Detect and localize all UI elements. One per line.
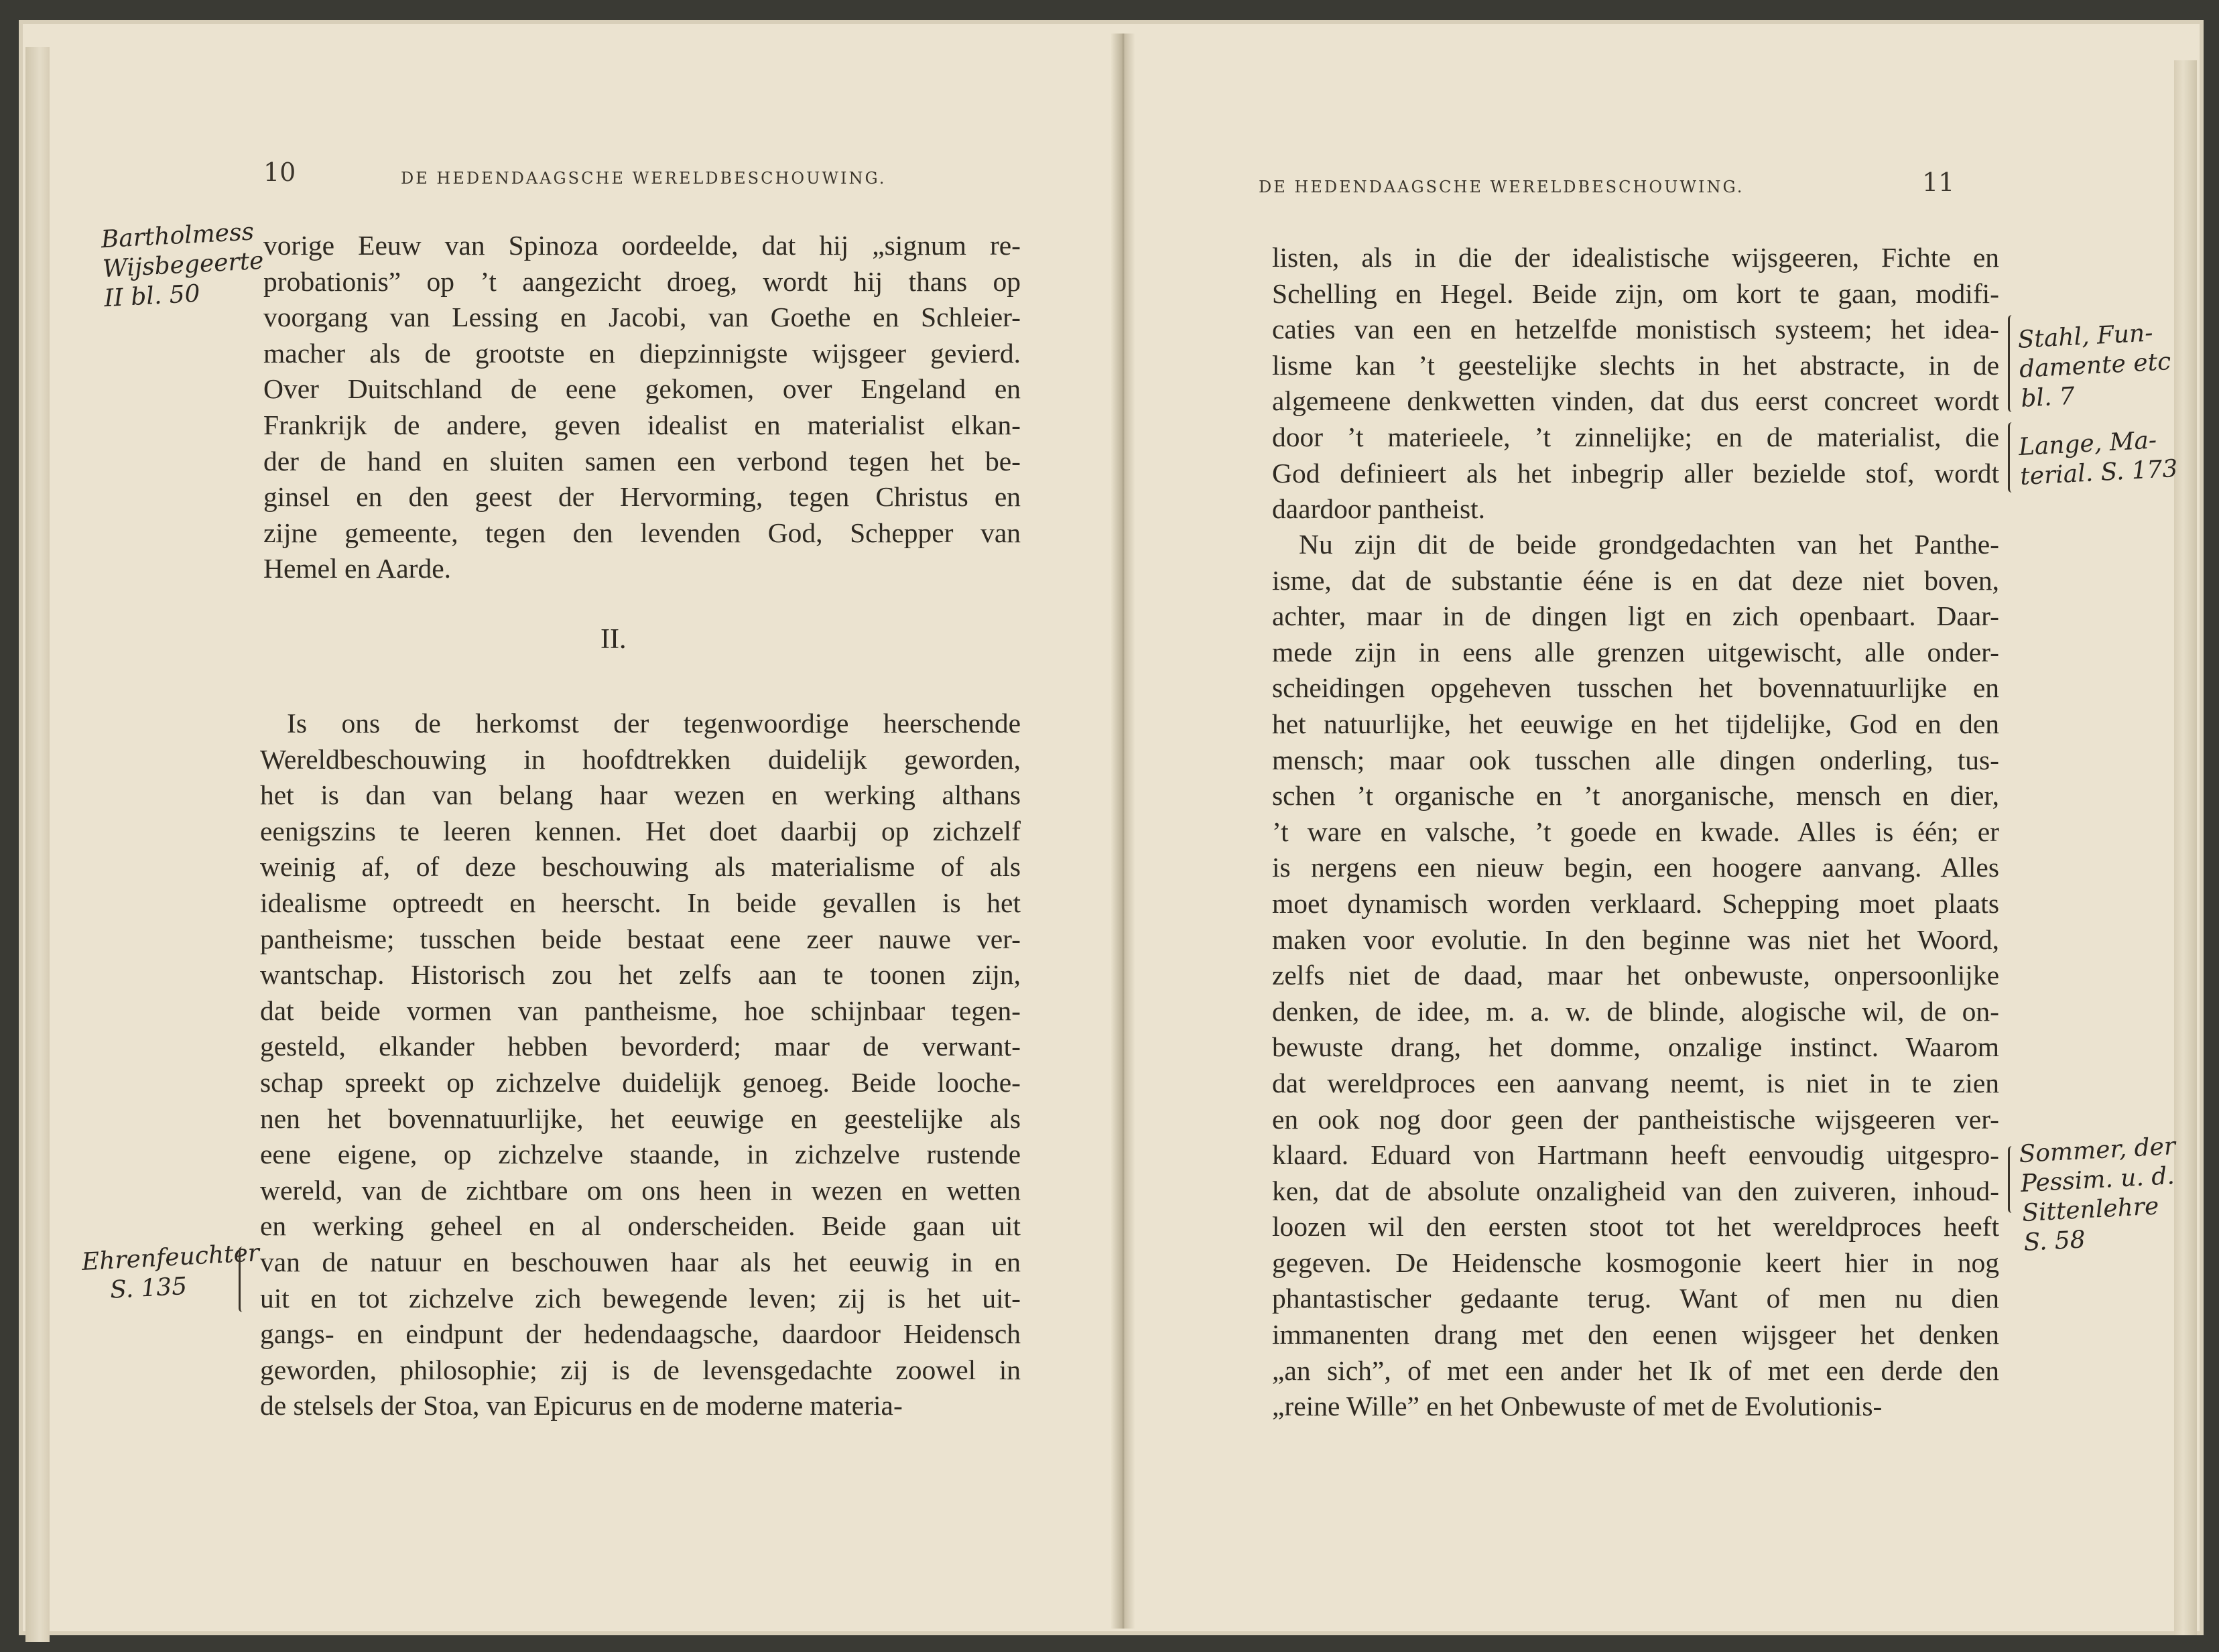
text-line: gangs- en eindpunt der hedendaagsche, daardoor Heidensch — [260, 1318, 1021, 1350]
page-edges-left — [25, 47, 50, 1642]
margin-bracket-right-3 — [2008, 1146, 2017, 1213]
text-line: is nergens een nieuw begin, een hoogere aanvang. Alles — [1272, 852, 1999, 883]
text-line: vorige Eeuw van Spinoza oordeelde, dat hij „signum re- — [263, 230, 1021, 261]
text-line: phantastischer gedaante terug. Want of men nu dien — [1272, 1283, 1999, 1314]
text-line: ginsel en den geest der Hervorming, tegen Christus en — [263, 481, 1021, 513]
text-line: wereld, van de zichtbare om ons heen in wezen en wetten — [260, 1174, 1021, 1206]
text-line: daardoor pantheist. — [1272, 493, 1486, 525]
text-line: loozen wil den eersten stoot tot het wereldproces heeft — [1272, 1211, 1999, 1243]
text-line: pantheisme; tusschen beide bestaat eene zeer nauwe ver- — [260, 923, 1021, 954]
text-line: ’t ware en valsche, ’t goede en kwade. Alles is één; er — [1272, 816, 1999, 847]
text-line: Wereldbeschouwing in hoofdtrekken duidelijk geworden, — [260, 743, 1021, 775]
running-head-right: DE HEDENDAAGSCHE WERELDBESCHOUWING. — [1259, 178, 1745, 196]
text-line: dat beide vormen van pantheisme, hoe schijnbaar tegen- — [260, 995, 1021, 1026]
text-line: der de hand en sluiten samen een verbond tegen het be- — [263, 445, 1021, 476]
margin-note-right-1: Stahl, Fun- damente etc bl. 7 — [2017, 319, 2172, 413]
text-line: isme, dat de substantie ééne is en dat deze niet boven, — [1272, 564, 1999, 596]
text-line: uit en tot zichzelve zich bewegende leven; zij is het uit- — [260, 1282, 1021, 1314]
text-line: caties van een en hetzelfde monistisch systeem; het idea- — [1272, 314, 1999, 345]
page-number-right: 11 — [1922, 168, 1955, 197]
text-line: klaard. Eduard von Hartmann heeft eenvoudig uitgespro- — [1272, 1139, 1999, 1171]
text-line: weinig af, of deze beschouwing als materialisme of als — [260, 851, 1021, 883]
left-paragraph-1 — [263, 228, 1021, 587]
margin-note-left-1: Bartholmess Wijsbegeerte II bl. 50 — [100, 218, 265, 313]
margin-bracket-right-2 — [2008, 422, 2017, 493]
text-line: schap spreekt op zichzelve duidelijk genoeg. Beide looche- — [260, 1066, 1021, 1098]
text-line: Frankrijk de andere, geven idealist en materialist elkan- — [263, 409, 1021, 440]
text-line: Hemel en Aarde. — [263, 553, 452, 584]
text-line: nen het bovennatuurlijke, het eeuwige en geestelijke als — [260, 1102, 1021, 1134]
text-line: voorgang van Lessing en Jacobi, van Goethe en Schleier- — [263, 302, 1021, 333]
margin-bracket-left — [239, 1247, 247, 1312]
left-paragraph-2 — [260, 706, 1021, 1424]
text-line: eenigszins te leeren kennen. Het doet daarbij op zichzelf — [260, 815, 1021, 846]
margin-note-left-2: Ehrenfeuchter S. 135 — [80, 1239, 261, 1304]
text-line: moet dynamisch worden verklaard. Schepping moet plaats — [1272, 887, 1999, 919]
left-page — [59, 20, 1111, 1635]
book-spread — [19, 20, 2204, 1635]
text-line: Nu zijn dit de beide grondgedachten van het Panthe- — [1299, 529, 1999, 560]
text-line: „an sich”, of met een ander het Ik of met een derde den — [1272, 1354, 1999, 1386]
text-line: zijne gemeente, tegen den levenden God, Schepper van — [263, 517, 1021, 548]
text-line: eene eigene, op zichzelve staande, in zichzelve rustende — [260, 1139, 1021, 1170]
right-paragraph-1 — [1272, 240, 1999, 527]
margin-note-right-2: Lange, Ma- terial. S. 173 — [2017, 426, 2179, 491]
text-line: gegeven. De Heidensche kosmogonie keert hier in nog — [1272, 1247, 1999, 1278]
text-line: en werking geheel en al onderscheiden. Beide gaan uit — [260, 1210, 1021, 1242]
text-line: macher als de grootste en diepzinnigste wijsgeer gevierd. — [263, 337, 1021, 369]
text-line: Is ons de herkomst der tegenwoordige heerschende — [287, 708, 1021, 739]
section-heading: II. — [600, 624, 627, 655]
text-line: lisme kan ’t geestelijke slechts in het abstracte, in de — [1272, 349, 1999, 381]
text-line: maken voor evolutie. In den beginne was niet het Woord, — [1272, 924, 1999, 955]
text-line: schen ’t organische en ’t anorganische, mensch en dier, — [1272, 780, 1999, 812]
running-head-left: DE HEDENDAAGSCHE WERELDBESCHOUWING. — [401, 169, 887, 188]
text-line: „reine Wille” en het Onbewuste of met de Evolutionis- — [1272, 1391, 1883, 1422]
text-line: bewuste drang, het domme, onzalige instinct. Waarom — [1272, 1031, 1999, 1063]
text-line: listen, als in die der idealistische wijsgeeren, Fichte en — [1272, 242, 1999, 273]
text-line: gesteld, elkander hebben bevorderd; maar de verwant- — [260, 1031, 1021, 1062]
text-line: door ’t materieele, ’t zinnelijke; en de materialist, die — [1272, 421, 1999, 452]
text-line: probationis” op ’t aangezicht droeg, wordt hij thans op — [263, 265, 1021, 297]
text-line: van de natuur en beschouwen haar als het eeuwig in en — [260, 1246, 1021, 1277]
text-line: ken, dat de absolute onzaligheid van den zuiveren, inhoud- — [1272, 1175, 1999, 1206]
margin-bracket-right-1 — [2008, 315, 2017, 412]
margin-note-right-3: Sommer, der Pessim. u. d. Sittenlehre S. 58 — [2018, 1133, 2177, 1257]
text-line: scheidingen opgeheven tusschen het bovennatuurlijke en — [1272, 672, 1999, 704]
text-line: mede zijn in eens alle grenzen uitgewischt, alle onder- — [1272, 636, 1999, 668]
text-line: de stelsels der Stoa, van Epicurus en de moderne materia- — [260, 1390, 903, 1421]
right-paragraph-2 — [1272, 527, 1999, 1425]
page-number-left: 10 — [263, 157, 296, 187]
text-line: zelfs niet de daad, maar het onbewuste, onpersoonlijke — [1272, 960, 1999, 991]
text-line: Schelling en Hegel. Beide zijn, om kort te gaan, modifi- — [1272, 277, 1999, 309]
text-line: algemeene denkwetten vinden, dat dus eerst concreet wordt — [1272, 385, 1999, 417]
book-gutter — [1111, 34, 1135, 1629]
text-line: geworden, philosophie; zij is de levensgedachte zoowel in — [260, 1354, 1021, 1385]
text-line: immanenten drang met den eenen wijsgeer het denken — [1272, 1319, 1999, 1350]
text-line: denken, de idee, m. a. w. de blinde, alogische wil, de on- — [1272, 995, 1999, 1027]
right-page — [1138, 20, 2183, 1635]
text-line: mensch; maar ook tusschen alle dingen onderling, tus- — [1272, 744, 1999, 775]
text-line: en ook nog door geen der pantheistische wijsgeeren ver- — [1272, 1103, 1999, 1135]
text-line: het is dan van belang haar wezen en werking althans — [260, 779, 1021, 811]
text-line: Over Duitschland de eene gekomen, over Engeland en — [263, 373, 1021, 405]
text-line: idealisme optreedt en heerscht. In beide gevallen is het — [260, 887, 1021, 918]
text-line: het natuurlijke, het eeuwige en het tijdelijke, God en den — [1272, 708, 1999, 739]
text-line: wantschap. Historisch zou het zelfs aan te toonen zijn, — [260, 959, 1021, 991]
text-line: dat wereldproces een aanvang neemt, is niet in te zien — [1272, 1067, 1999, 1098]
text-line: achter, maar in de dingen ligt en zich openbaart. Daar- — [1272, 600, 1999, 632]
text-line: God definieert als het inbegrip aller bezielde stof, wordt — [1272, 457, 1999, 489]
